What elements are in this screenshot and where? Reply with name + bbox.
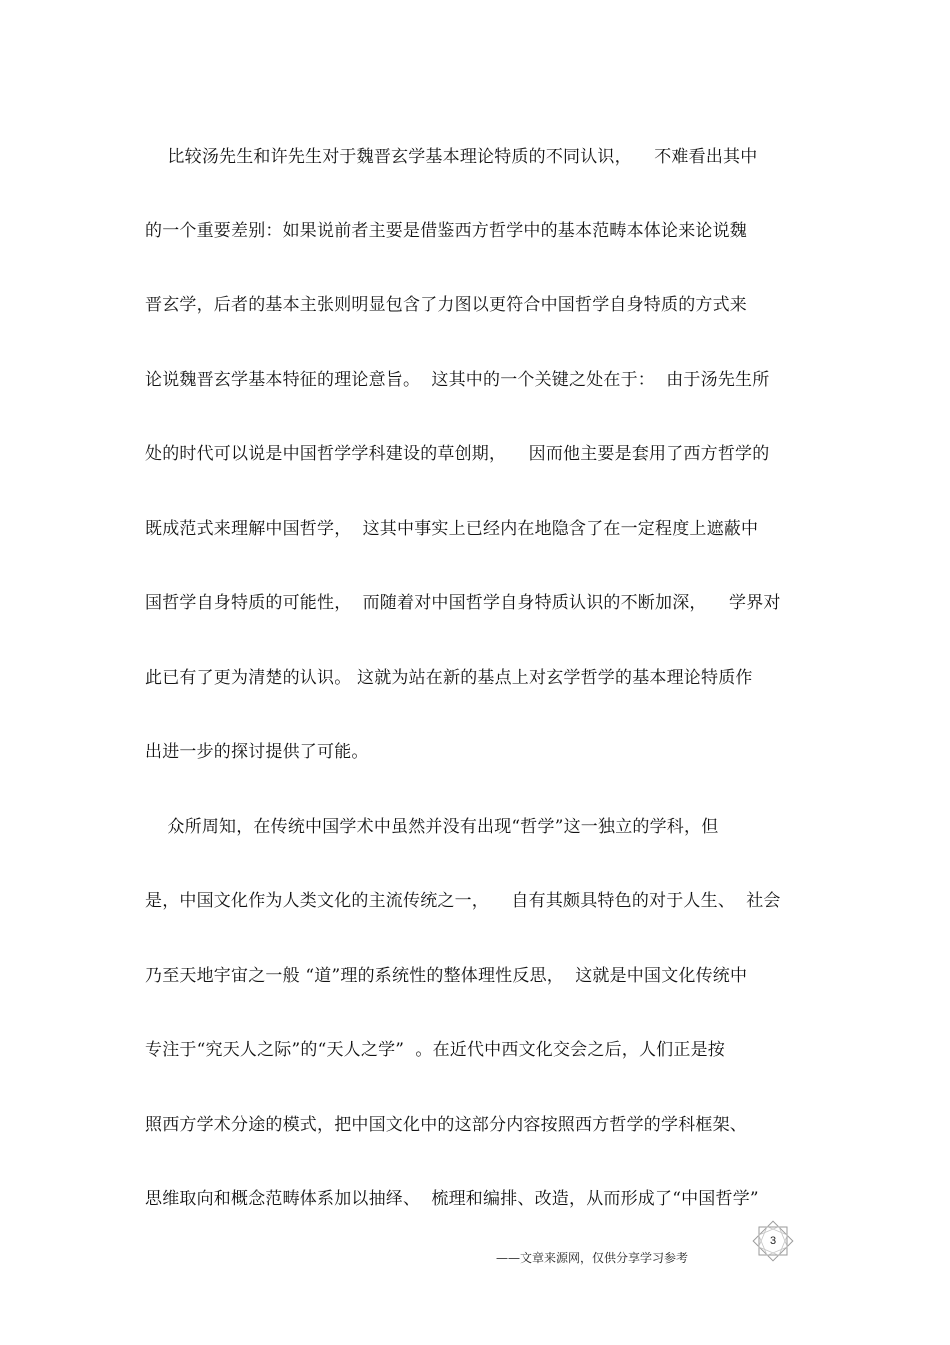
text-line-11: 是，中国文化作为人类文化的主流传统之一， 自有其颇具特色的对于人生、 社会 — [145, 891, 781, 911]
text-line-1: 比较汤先生和许先生对于魏晋玄学基本理论特质的不同认识， 不难看出其中 — [145, 147, 758, 167]
text-line-12: 乃至天地宇宙之一般 “道”理的系统性的整体理性反思， 这就是中国文化传统中 — [145, 966, 748, 986]
text-line-3: 晋玄学，后者的基本主张则明显包含了力图以更符合中国哲学自身特质的方式来 — [145, 295, 747, 315]
text-line-2: 的一个重要差别：如果说前者主要是借鉴西方哲学中的基本范畴本体论来论说魏 — [145, 221, 747, 241]
text-line-10: 众所周知，在传统中国学术中虽然并没有出现“哲学”这一独立的学科，但 — [145, 817, 719, 837]
text-line-13: 专注于“究天人之际”的“天人之学” 。在近代中西文化交会之后，人们正是按 — [145, 1040, 725, 1060]
page-number-badge — [750, 1218, 796, 1264]
page-number: 3 — [769, 1235, 777, 1247]
text-line-14: 照西方学术分途的模式，把中国文化中的这部分内容按照西方哲学的学科框架、 — [145, 1115, 747, 1135]
footer-note: ——文章来源网，仅供分享学习参考 — [496, 1251, 689, 1265]
text-line-7: 国哲学自身特质的可能性， 而随着对中国哲学自身特质认识的不断加深， 学界对 — [145, 593, 781, 613]
text-line-9: 出进一步的探讨提供了可能。 — [145, 742, 369, 762]
text-line-4: 论说魏晋玄学基本特征的理论意旨。 这其中的一个关键之处在于： 由于汤先生所 — [145, 370, 770, 390]
text-line-8: 此已有了更为清楚的认识。 这就为站在新的基点上对玄学哲学的基本理论特质作 — [145, 668, 753, 688]
text-line-6: 既成范式来理解中国哲学， 这其中事实上已经内在地隐含了在一定程度上遮蔽中 — [145, 519, 759, 539]
text-line-5: 处的时代可以说是中国哲学学科建设的草创期， 因而他主要是套用了西方哲学的 — [145, 444, 770, 464]
text-line-15: 思维取向和概念范畴体系加以抽绎、 梳理和编排、改造，从而形成了“中国哲学” — [145, 1189, 759, 1209]
